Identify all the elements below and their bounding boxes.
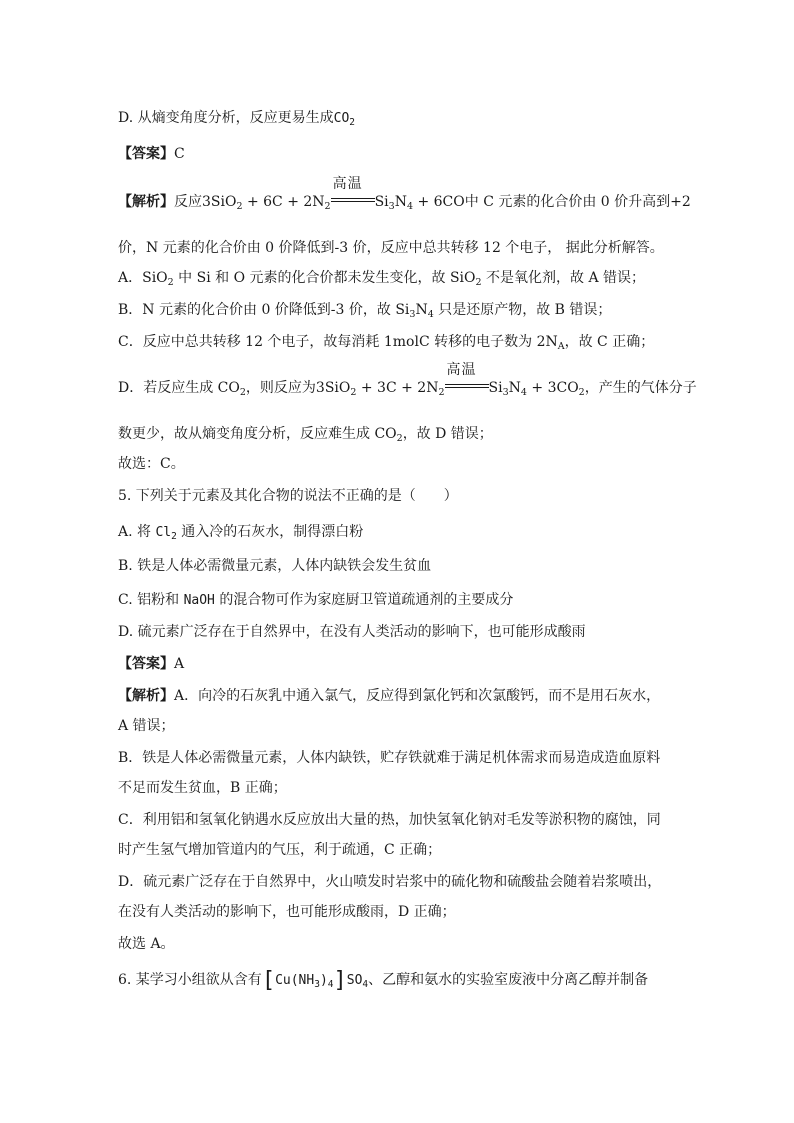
q5-analysis-c-1: C．利用铝和氢氧化钠遇水反应放出大量的热，加快氢氧化钠对毛发等淤积物的腐蚀，同 bbox=[118, 812, 661, 828]
q5-analysis-a-2: A 错误； bbox=[118, 718, 175, 734]
q5-stem: 5. 下列关于元素及其化合物的说法不正确的是（ ） bbox=[118, 488, 458, 504]
reaction-equation-1: $3SiO_2 + 6C + 2N_2$ 高温 $Si_3N_4 + 6CO$ bbox=[202, 176, 465, 212]
formula-complex: $[Cu(NH_3)_4]SO_4$ bbox=[261, 968, 369, 993]
q4-answer: 【答案】C bbox=[118, 146, 185, 162]
q4-analysis-c: C．反应中总共转移 12 个电子，故每消耗 1molC 转移的电子数为 $2N_A$，故 C 正确； bbox=[118, 334, 655, 352]
q5-analysis-d-2: 在没有人类活动的影响下，也可能形成酸雨，D 正确； bbox=[118, 904, 456, 920]
q4-option-d: D. 从熵变角度分析，反应更易生成$CO_2$ bbox=[118, 110, 356, 128]
q5-analysis-d-1: D．硫元素广泛存在于自然界中，火山喷发时岩浆中的硫化物和硫酸盐会随着岩浆喷出， bbox=[118, 874, 662, 890]
q4-analysis-d-cont: 数更少，故从熵变角度分析，反应难生成 $CO_2$，故 D 错误； bbox=[118, 426, 493, 444]
formula-cl2: $Cl_2$ bbox=[155, 525, 177, 542]
q5-option-c: C. 铝粉和 NaOH 的混合物可作为家庭厨卫管道疏通剂的主要成分 bbox=[118, 592, 514, 608]
q5-option-d: D. 硫元素广泛存在于自然界中，在没有人类活动的影响下，也可能形成酸雨 bbox=[118, 624, 586, 640]
q5-conclusion: 故选 A。 bbox=[118, 936, 175, 952]
q5-option-b: B. 铁是人体必需微量元素，人体内缺铁会发生贫血 bbox=[118, 558, 432, 574]
q4-analysis-a: A．SiO$_2$ 中 Si 和 O 元素的化合价都未发生变化，故 SiO$_2$ 不是氧化剂，故 A 错误； bbox=[118, 270, 646, 288]
q5-analysis-b-2: 不足而发生贫血，B 正确； bbox=[118, 780, 287, 796]
reaction-condition-sign: 高温 bbox=[445, 378, 489, 398]
reaction-condition-sign: 高温 bbox=[331, 192, 375, 212]
q4-analysis-d: D．若反应生成 $CO_2$，则反应为$3SiO_2 + 3C + 2N_2$ 高温 $Si_3N_4 + 3CO_2$，产生的气体分子 bbox=[118, 362, 697, 398]
q4-analysis-b: B．N 元素的化合价由 0 价降低到-3 价，故 $Si_3N_4$ 只是还原产物，故 B 错误； bbox=[118, 302, 612, 320]
q5-analysis-c-2: 时产生氢气增加管道内的气压，利于疏通，C 正确； bbox=[118, 842, 442, 858]
q4-conclusion: 故选：C。 bbox=[118, 456, 185, 472]
formula-co2: $CO_2$ bbox=[333, 111, 356, 128]
q5-option-a: A. 将 $Cl_2$ 通入冷的石灰水，制得漂白粉 bbox=[118, 524, 364, 542]
q5-analysis-a-1: 【解析】A．向冷的石灰乳中通入氯气，反应得到氯化钙和次氯酸钙，而不是用石灰水， bbox=[118, 688, 661, 704]
q5-analysis-b-1: B．铁是人体必需微量元素，人体内缺铁，贮存铁就难于满足机体需求而易造成造血原料 bbox=[118, 750, 661, 766]
q5-answer: 【答案】A bbox=[118, 656, 185, 672]
formula-naoh: NaOH bbox=[183, 593, 215, 608]
q4-analysis-line-2: 价，N 元素的化合价由 0 价降低到-3 价，反应中总共转移 12 个电子， 据此分析解答。 bbox=[118, 240, 664, 256]
reaction-equation-2: $3SiO_2 + 3C + 2N_2$ 高温 $Si_3N_4 + 3CO_2$ bbox=[315, 362, 585, 398]
q4-analysis-line-1: 【解析】反应$3SiO_2 + 6C + 2N_2$ 高温 $Si_3N_4 + 6CO$中 C 元素的化合价由 0 价升高到+2 bbox=[118, 176, 691, 212]
q6-stem: 6. 某学习小组欲从含有$[Cu(NH_3)_4]SO_4$、乙醇和氨水的实验室废液中分离乙醇并制备 bbox=[118, 968, 649, 993]
